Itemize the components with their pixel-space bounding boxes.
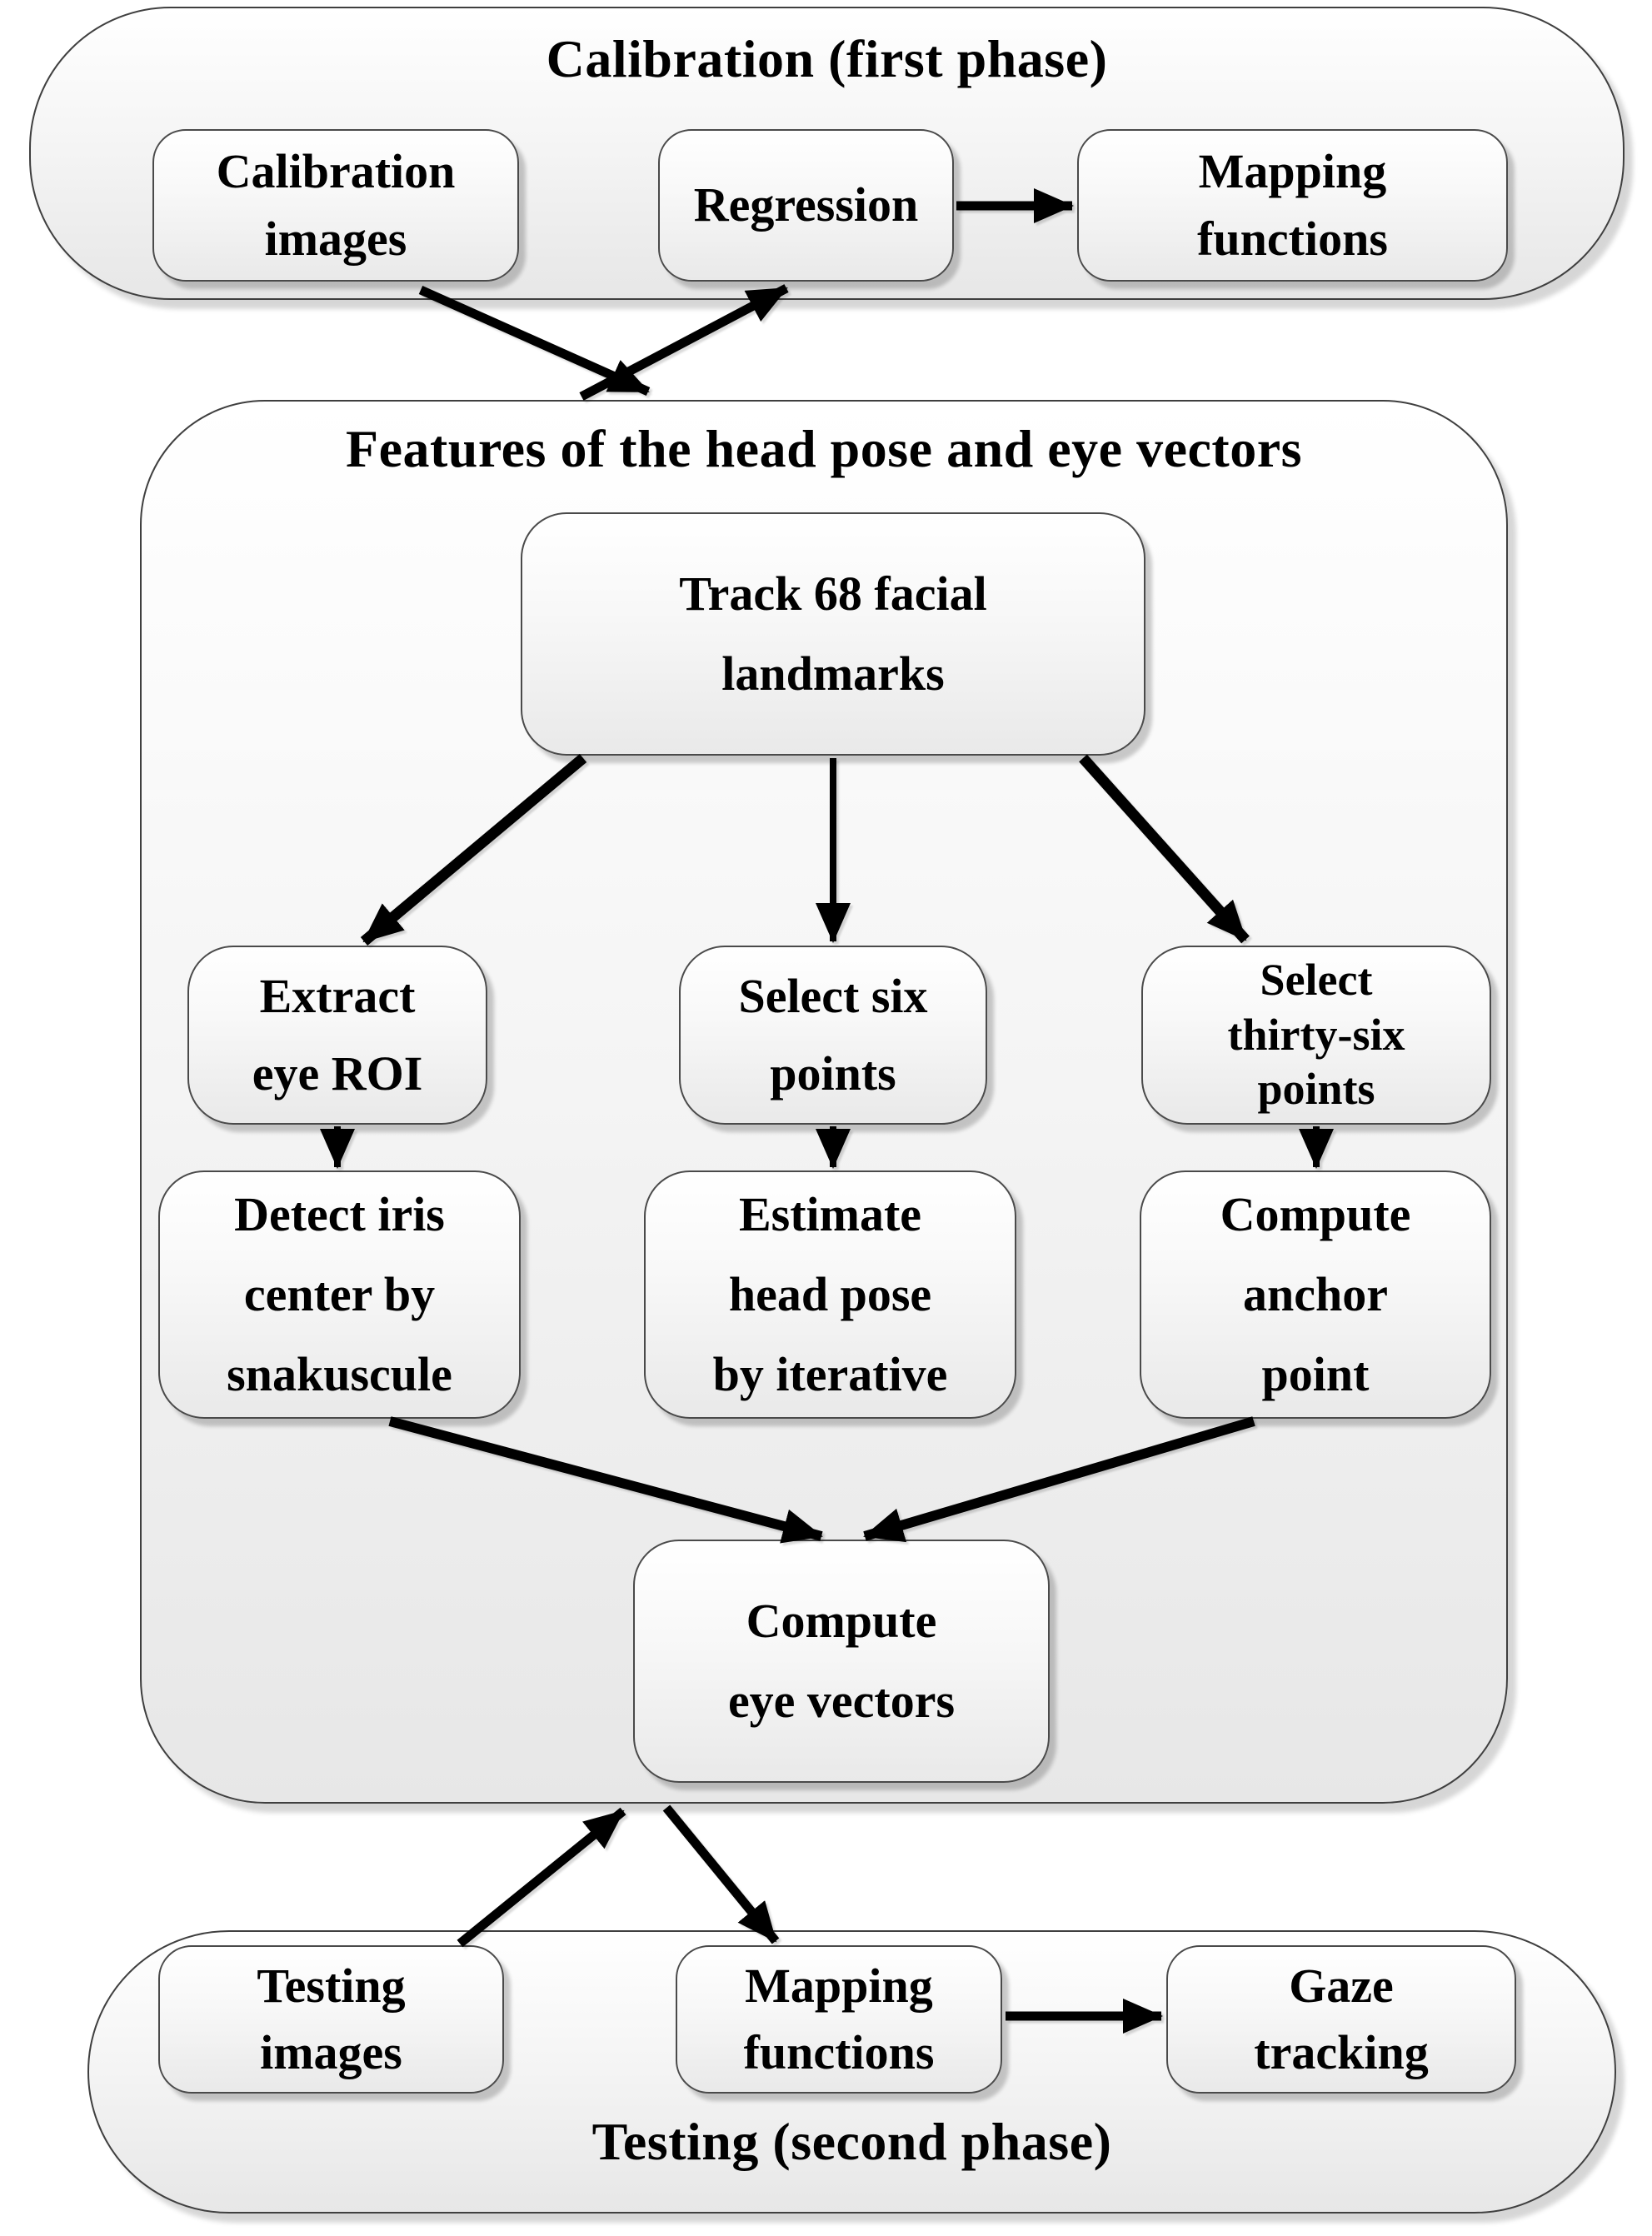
node-compute-anchor-point	[1140, 1170, 1491, 1419]
node-label: Track 68 facial landmarks	[679, 566, 987, 701]
node-regression	[658, 129, 954, 282]
node-select-six-points	[679, 946, 987, 1125]
node-label: Testing images	[257, 1958, 406, 2079]
arrow-calibration-images-to-features-icon	[421, 290, 648, 392]
node-label: Select six points	[738, 968, 928, 1101]
arrow-features-to-regression-icon	[581, 288, 786, 397]
node-label: Detect iris center by snakuscule	[227, 1186, 452, 1402]
calibration-phase-title: Calibration (first phase)	[546, 29, 1108, 88]
node-detect-iris-center	[158, 1170, 521, 1419]
node-label: Mapping functions	[743, 1958, 935, 2079]
node-estimate-head-pose	[644, 1170, 1016, 1419]
node-label: Compute anchor point	[1220, 1186, 1411, 1402]
node-mapping-functions-top	[1077, 129, 1508, 282]
arrow-testing-images-to-features-icon	[460, 1811, 623, 1944]
node-gaze-tracking	[1166, 1945, 1516, 2094]
node-label: Gaze tracking	[1254, 1958, 1429, 2079]
node-label: Calibration images	[216, 144, 456, 266]
node-extract-eye-roi	[187, 946, 487, 1125]
node-track-landmarks	[521, 512, 1145, 756]
features-title: Features of the head pose and eye vectors	[345, 419, 1303, 478]
arrow-features-to-mapping-bottom-icon	[666, 1808, 776, 1941]
node-label: Extract eye ROI	[252, 968, 423, 1101]
node-testing-images	[158, 1945, 504, 2094]
node-compute-eye-vectors	[633, 1540, 1050, 1783]
node-mapping-functions-bottom	[676, 1945, 1002, 2094]
node-label: Compute eye vectors	[727, 1593, 956, 1728]
node-label: Select thirty-six points	[1227, 954, 1405, 1115]
testing-phase-title: Testing (second phase)	[591, 2112, 1112, 2171]
node-select-thirty-six-points	[1141, 946, 1491, 1125]
node-label: Regression	[693, 177, 919, 232]
node-label: Mapping functions	[1197, 144, 1388, 266]
node-label: Estimate head pose by iterative	[712, 1186, 948, 1402]
node-calibration-images	[152, 129, 519, 282]
